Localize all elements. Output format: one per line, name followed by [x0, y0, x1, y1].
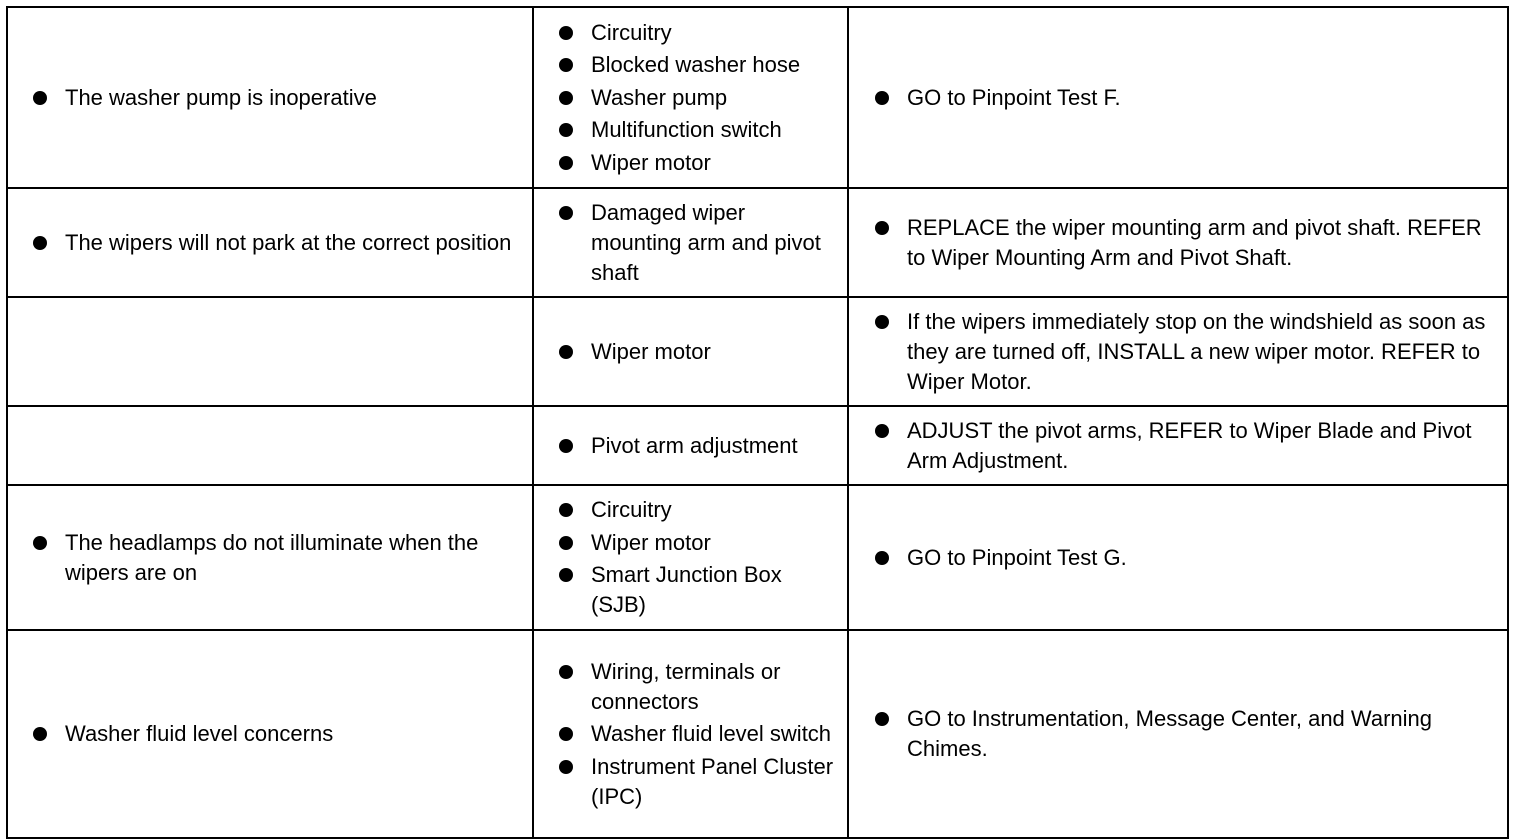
- possible-sources-cell: [533, 188, 848, 297]
- action-list: [849, 213, 1507, 273]
- possible-source: Damaged wiper mounting arm and pivot shaft: [534, 198, 847, 288]
- possible-source: Wiper motor: [534, 528, 847, 558]
- symptom-cell: [7, 7, 533, 188]
- symptom-cell-empty: [7, 297, 533, 406]
- symptom-list: [8, 719, 532, 749]
- symptom-text: The washer pump is inoperative: [8, 83, 532, 113]
- action-list: [849, 307, 1507, 397]
- possible-source: Wiring, terminals or connectors: [534, 657, 847, 717]
- table-row: [7, 188, 1508, 297]
- possible-sources-list: [534, 657, 847, 812]
- action-cell: [848, 7, 1508, 188]
- possible-sources-list: [534, 495, 847, 620]
- symptom-text: The headlamps do not illuminate when the wipers are on: [8, 528, 532, 588]
- table-row: [7, 406, 1508, 485]
- action-cell: [848, 188, 1508, 297]
- possible-source: Washer pump: [534, 83, 847, 113]
- action-cell: [848, 406, 1508, 485]
- possible-sources-list: [534, 18, 847, 178]
- possible-sources-list: [534, 198, 847, 288]
- action-text: ADJUST the pivot arms, REFER to Wiper Blade and Pivot Arm Adjustment.: [849, 416, 1507, 476]
- action-cell: [848, 630, 1508, 838]
- table-row: [7, 485, 1508, 630]
- action-cell: [848, 297, 1508, 406]
- symptom-cell: [7, 188, 533, 297]
- symptom-text: The wipers will not park at the correct position: [8, 228, 532, 258]
- table-row: [7, 630, 1508, 838]
- possible-sources-cell: [533, 406, 848, 485]
- possible-source: Circuitry: [534, 18, 847, 48]
- possible-source: Wiper motor: [534, 337, 847, 367]
- action-text: GO to Instrumentation, Message Center, and Warning Chimes.: [849, 704, 1507, 764]
- possible-source: Smart Junction Box (SJB): [534, 560, 847, 620]
- symptom-chart-table: [6, 6, 1509, 839]
- possible-sources-list: [534, 431, 847, 461]
- possible-source: Multifunction switch: [534, 115, 847, 145]
- possible-source: Instrument Panel Cluster (IPC): [534, 752, 847, 812]
- action-list: [849, 83, 1507, 113]
- possible-source: Washer fluid level switch: [534, 719, 847, 749]
- symptom-cell: [7, 485, 533, 630]
- table-row: [7, 7, 1508, 188]
- action-list: [849, 704, 1507, 764]
- action-text: If the wipers immediately stop on the windshield as soon as they are turned off, INSTALL a new wiper motor. REFER to Wiper Motor.: [849, 307, 1507, 397]
- action-text: REPLACE the wiper mounting arm and pivot shaft. REFER to Wiper Mounting Arm and Pivot Shaft.: [849, 213, 1507, 273]
- symptom-cell-empty: [7, 406, 533, 485]
- symptom-list: [8, 228, 532, 258]
- possible-source: Wiper motor: [534, 148, 847, 178]
- table-row: [7, 297, 1508, 406]
- possible-sources-cell: [533, 297, 848, 406]
- possible-source: Pivot arm adjustment: [534, 431, 847, 461]
- action-text: GO to Pinpoint Test G.: [849, 543, 1507, 573]
- possible-source: Blocked washer hose: [534, 50, 847, 80]
- possible-source: Circuitry: [534, 495, 847, 525]
- action-list: [849, 416, 1507, 476]
- symptom-text: Washer fluid level concerns: [8, 719, 532, 749]
- possible-sources-list: [534, 337, 847, 367]
- symptom-list: [8, 528, 532, 588]
- possible-sources-cell: [533, 485, 848, 630]
- action-text: GO to Pinpoint Test F.: [849, 83, 1507, 113]
- action-cell: [848, 485, 1508, 630]
- action-list: [849, 543, 1507, 573]
- symptom-list: [8, 83, 532, 113]
- possible-sources-cell: [533, 7, 848, 188]
- symptom-cell: [7, 630, 533, 838]
- possible-sources-cell: [533, 630, 848, 838]
